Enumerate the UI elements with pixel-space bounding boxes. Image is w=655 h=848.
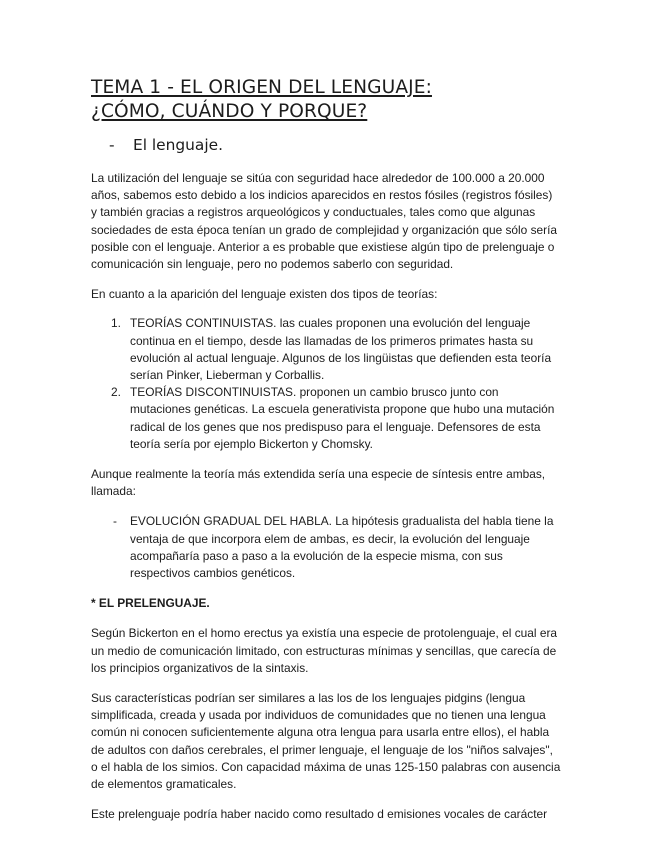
theories-list [91,315,561,453]
list-number: 1. [111,316,121,331]
list-item-text: TEORÍAS CONTINUISTAS. las cuales proponen una evolución del lenguaje continua en el tiempo, desde las llamadas de los primeros primates hasta su evolución al actual lenguaje. Algunos de los lingüistas que defienden esta teoría serían Pinker, Lieberman y Corballis. [130,316,552,383]
list-item-text: EVOLUCIÓN GRADUAL DEL HABLA. La hipótesis gradualista del habla tiene la ventaja de que incorpora elem de ambas, es decir, la evolución del lenguaje acompañaría paso a paso a la evolución de la especie misma, con sus respectivos cambios genéticos. [130,514,554,581]
heading-text: El lenguaje. [133,136,223,154]
document-title [91,76,561,124]
title-line-2: ¿CÓMO, CUÁNDO Y PORQUE? [91,101,368,122]
document-page [91,0,561,824]
bickerton-paragraph: Según Bickerton en el homo erectus ya existía una especie de protolenguaje, el cual era un medio de comunicación limitado, con estructuras mínimas y sencillas, que carecía de los principios organizativos de la sintaxis. [91,626,558,675]
section-heading [109,134,561,156]
list-item [91,513,561,582]
heading-bullet: - [109,136,115,154]
last-paragraph: Este prelenguaje podría haber nacido como resultado d emisiones vocales de carácter [91,807,548,822]
synthesis-list [91,513,561,582]
list-item [91,315,561,384]
theories-intro-paragraph: En cuanto a la aparición del lenguaje existen dos tipos de teorías: [91,287,438,302]
characteristics-paragraph: Sus características podrían ser similares a las los de los lenguajes pidgins (lengua simplificada, creada y usada por individuos de comunidades que no tienen una lengua común ni conocen suficientemente alguna otra lengua para usarla entre ellos), el habla de adultos con daños cerebrales, el primer lenguaje, el lenguaje de los "niños salvajes", o el habla de los simios. Con capacidad máxima de unas 125-150 palabras con ausencia de elementos gramaticales. [91,691,561,792]
prelenguaje-heading: * EL PRELENGUAJE. [91,596,210,611]
list-bullet: - [113,514,117,529]
intro-paragraph: La utilización del lenguaje se sitúa con seguridad hace alrededor de 100.000 a 20.000 años, sabemos esto debido a los indicios aparecidos en restos fósiles (registros fósiles) y también gracias a registros arqueológicos y conductuales, tales como que algunas sociedades de esta época tenían un grado de complejidad y organización que sólo sería posible con el lenguaje. Anterior a es probable que existiese algún tipo de prelenguaje o comunicación sin lenguaje, pero no podemos saberlo con seguridad. [91,171,558,272]
list-item [91,384,561,453]
list-item-text: TEORÍAS DISCONTINUISTAS. proponen un cambio brusco junto con mutaciones genéticas. La escuela generativista propone que hubo una mutación radical de los genes que nos predispuso para el lenguaje. Defensores de esta teoría sería por ejemplo Bickerton y Chomsky. [130,385,555,451]
list-number: 2. [111,385,121,400]
synthesis-paragraph: Aunque realmente la teoría más extendida sería una especie de síntesis entre ambas, llamada: [91,467,546,499]
title-line-1: TEMA 1 - EL ORIGEN DEL LENGUAJE: [91,77,432,98]
